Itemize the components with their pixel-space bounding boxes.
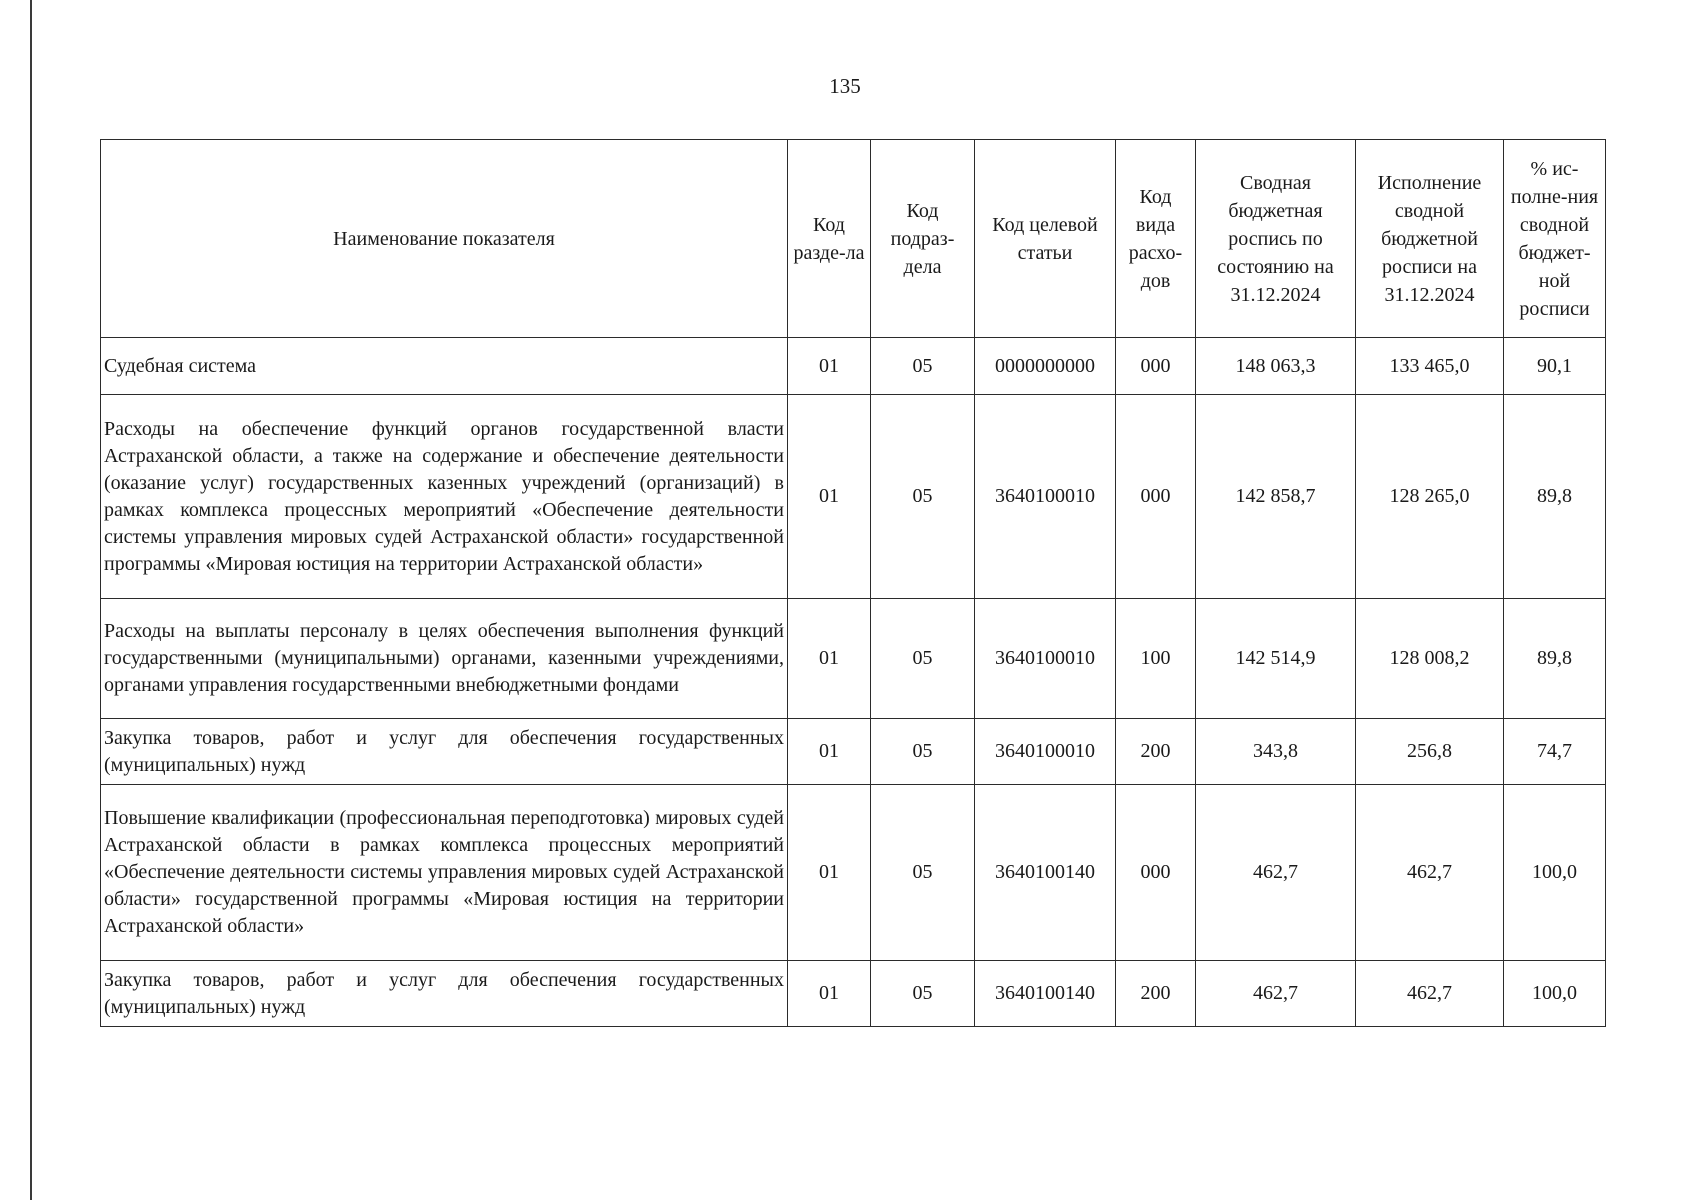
row-name: Повышение квалификации (профессиональная переподготовка) мировых судей Астраханской области в рамках комплекса процессных мероприятий «Обеспечение деятельности системы управления мировых судей Астраханской области» государственной программы «Мировая юстиция на территории Астраханской области»: [101, 785, 788, 961]
row-target: 3640100010: [975, 395, 1116, 599]
row-plan: 148 063,3: [1196, 338, 1356, 395]
table-row: [101, 338, 1606, 395]
row-percent: 74,7: [1504, 719, 1606, 785]
row-subsection: 05: [871, 961, 975, 1027]
row-percent: 100,0: [1504, 785, 1606, 961]
row-percent: 89,8: [1504, 599, 1606, 719]
row-section: 01: [788, 961, 871, 1027]
header-subsection-code: Код подраз-дела: [871, 140, 975, 338]
row-type: 000: [1116, 785, 1196, 961]
row-section: 01: [788, 599, 871, 719]
row-plan: 142 514,9: [1196, 599, 1356, 719]
left-edge-line: [30, 0, 32, 1200]
table-row: [101, 395, 1606, 599]
table-row: [101, 785, 1606, 961]
page-number: 135: [829, 74, 861, 98]
table-row: [101, 961, 1606, 1027]
row-name: Расходы на выплаты персоналу в целях обеспечения выполнения функций государственными (муниципальными) органами, казенными учреждениями, органами управления государственными внебюджетными фондами: [101, 599, 788, 719]
row-subsection: 05: [871, 599, 975, 719]
row-name: Закупка товаров, работ и услуг для обеспечения государственных (муниципальных) нужд: [101, 961, 788, 1027]
row-percent: 89,8: [1504, 395, 1606, 599]
row-subsection: 05: [871, 719, 975, 785]
row-type: 000: [1116, 338, 1196, 395]
row-plan: 142 858,7: [1196, 395, 1356, 599]
row-target: 3640100140: [975, 961, 1116, 1027]
header-percent: % ис-полне-ния сводной бюджет-ной росписи: [1504, 140, 1606, 338]
row-plan: 462,7: [1196, 785, 1356, 961]
header-target-code: Код целевой статьи: [975, 140, 1116, 338]
row-section: 01: [788, 719, 871, 785]
row-actual: 256,8: [1356, 719, 1504, 785]
header-name: Наименование показателя: [101, 140, 788, 338]
row-type: 200: [1116, 719, 1196, 785]
row-actual: 128 008,2: [1356, 599, 1504, 719]
row-section: 01: [788, 338, 871, 395]
row-type: 000: [1116, 395, 1196, 599]
row-subsection: 05: [871, 785, 975, 961]
row-actual: 128 265,0: [1356, 395, 1504, 599]
row-name: Расходы на обеспечение функций органов государственной власти Астраханской области, а также на содержание и обеспечение деятельности (оказание услуг) государственных казенных учреждений (организаций) в рамках комплекса процессных мероприятий «Обеспечение деятельности системы управления мировых судей Астраханской области» государственной программы «Мировая юстиция на территории Астраханской области»: [101, 395, 788, 599]
row-subsection: 05: [871, 395, 975, 599]
row-type: 200: [1116, 961, 1196, 1027]
row-actual: 133 465,0: [1356, 338, 1504, 395]
row-actual: 462,7: [1356, 961, 1504, 1027]
row-subsection: 05: [871, 338, 975, 395]
row-target: 3640100010: [975, 599, 1116, 719]
header-expense-type-code: Код вида расхо-дов: [1116, 140, 1196, 338]
table-row: [101, 599, 1606, 719]
row-actual: 462,7: [1356, 785, 1504, 961]
row-percent: 100,0: [1504, 961, 1606, 1027]
header-budget-actual: Исполнение сводной бюджетной росписи на 31.12.2024: [1356, 140, 1504, 338]
row-percent: 90,1: [1504, 338, 1606, 395]
budget-table: [100, 139, 1606, 1027]
row-target: 3640100140: [975, 785, 1116, 961]
table-row: [101, 719, 1606, 785]
row-plan: 462,7: [1196, 961, 1356, 1027]
header-budget-plan: Сводная бюджетная роспись по состоянию на 31.12.2024: [1196, 140, 1356, 338]
table-header-row: [101, 140, 1606, 338]
row-name: Закупка товаров, работ и услуг для обеспечения государственных (муниципальных) нужд: [101, 719, 788, 785]
row-target: 3640100010: [975, 719, 1116, 785]
row-section: 01: [788, 395, 871, 599]
row-section: 01: [788, 785, 871, 961]
row-target: 0000000000: [975, 338, 1116, 395]
header-section-code: Код разде-ла: [788, 140, 871, 338]
row-type: 100: [1116, 599, 1196, 719]
row-name: Судебная система: [101, 338, 788, 395]
row-plan: 343,8: [1196, 719, 1356, 785]
